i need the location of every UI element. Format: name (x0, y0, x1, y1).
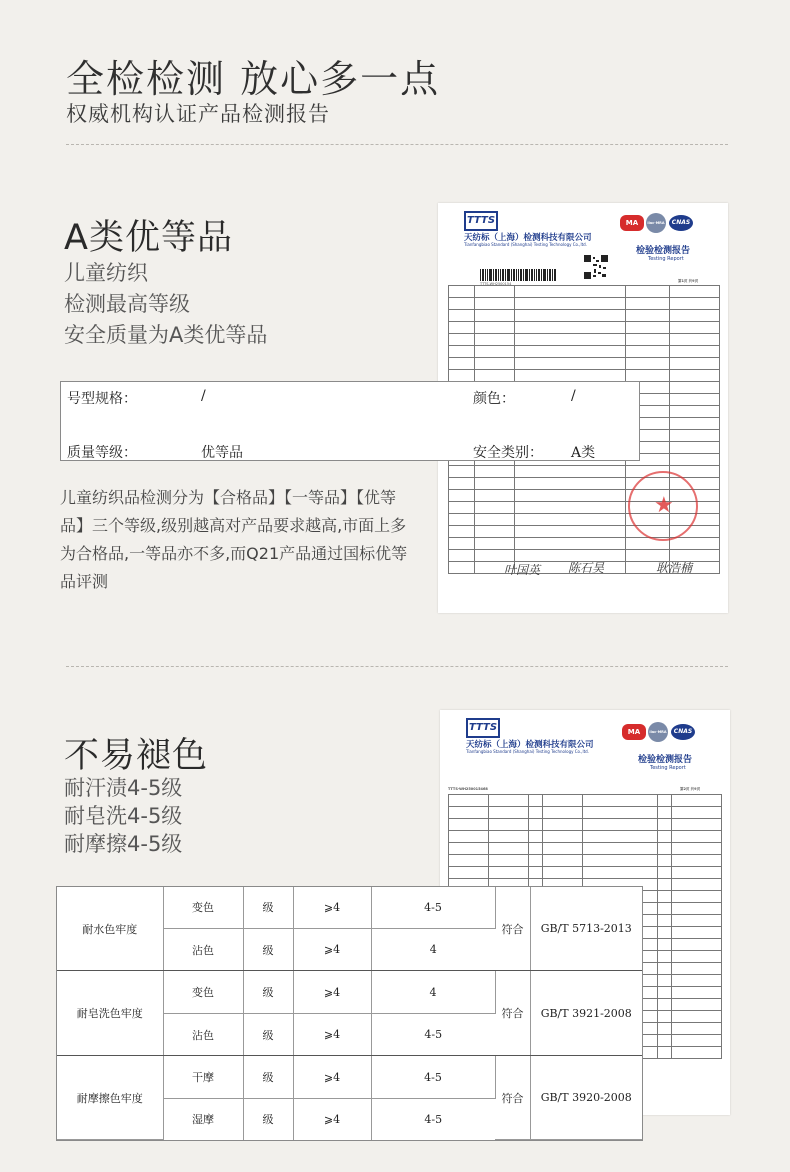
ma-badge: MA (620, 215, 644, 231)
result: 4-5 (371, 1013, 495, 1056)
sub-item: 沾色 (163, 928, 243, 971)
color-fastness-table (56, 886, 643, 1141)
requirement: ⩾4 (293, 887, 371, 928)
grade-description: 儿童纺织品检测分为【合格品】【一等品】【优等品】三个等级,级别越高对产品要求越高,市面上多为合格品,一等品亦不多,而Q21产品通过国标优等品评测 (60, 488, 408, 591)
report-title: 检验检测报告 (636, 246, 691, 256)
verdict: 符合 (495, 1056, 530, 1140)
unit: 级 (243, 887, 293, 928)
requirement: ⩾4 (293, 928, 371, 971)
grade-value: 优等品 (201, 445, 243, 461)
section-a-line: 安全质量为A类优等品 (64, 323, 268, 347)
standard: GB/T 3921-2008 (530, 971, 642, 1056)
safety-value: A类 (571, 445, 596, 461)
section-b-line: 耐摩擦4-5级 (64, 832, 183, 856)
requirement: ⩾4 (293, 971, 371, 1014)
requirement: ⩾4 (293, 1098, 371, 1139)
company-name: 天纺标（上海）检测科技有限公司 (464, 233, 592, 243)
ttts-logo: TTTS (466, 718, 500, 738)
ma-badge: MA (622, 724, 646, 740)
page-number: 第2页 共9页 (680, 787, 701, 791)
safety-label: 安全类别： (473, 445, 543, 461)
company-name: 天纺标（上海）检测科技有限公司 (466, 740, 594, 750)
signature: 耿浩楠 (656, 561, 693, 575)
hero-title: 全检检测 放心多一点 (66, 57, 441, 101)
official-stamp: ★ (628, 471, 698, 541)
ilac-badge: ilac-MRA (648, 722, 668, 742)
sub-item: 干摩 (163, 1056, 243, 1099)
cnas-badge: CNAS (669, 215, 693, 231)
result: 4-5 (424, 1112, 443, 1126)
ttts-logo: TTTS (464, 211, 498, 231)
section-a-title: A类优等品 (64, 218, 233, 258)
report-number: TTTS-WH2500154 (480, 282, 512, 286)
sub-item: 沾色 (163, 1013, 243, 1056)
section-b-line: 耐皂洗4-5级 (64, 804, 183, 828)
grade-label: 质量等级： (67, 445, 137, 461)
section-a-line: 检测最高等级 (64, 292, 190, 316)
section-a-line: 儿童纺织 (64, 261, 148, 285)
result: 4 (371, 928, 495, 971)
unit: 级 (243, 1013, 293, 1056)
result: 4 (371, 971, 495, 1014)
section-b-title: 不易褪色 (64, 736, 209, 776)
unit: 级 (243, 928, 293, 971)
verdict: 符合 (495, 887, 530, 971)
company-name-en: Tianfangbiao Standard (Shanghai) Testing Technology Co.,ltd. (464, 242, 587, 247)
result: 4-5 (371, 887, 495, 928)
report-title-en: Testing Report (648, 256, 684, 262)
report-title: 检验检测报告 (638, 755, 693, 765)
requirement: ⩾4 (293, 1013, 371, 1056)
verdict: 符合 (495, 971, 530, 1056)
signature: 陈石昊 (568, 561, 605, 575)
barcode-icon (480, 269, 560, 281)
qr-code-icon (584, 255, 608, 279)
hero-subtitle: 权威机构认证产品检测报告 (66, 102, 330, 126)
sub-item: 变色 (163, 971, 243, 1014)
standard: GB/T 5713-2013 (530, 887, 642, 971)
company-name-en: Tianfangbiao Standard (Shanghai) Testing Technology Co.,ltd. (466, 749, 589, 754)
requirement: ⩾4 (293, 1056, 371, 1099)
sub-item: 湿摩 (163, 1098, 243, 1139)
grade-info-card (60, 381, 640, 461)
result: 4-5 (371, 1056, 495, 1099)
unit: 级 (243, 971, 293, 1014)
standard: GB/T 3920-2008 (530, 1056, 642, 1140)
report-number: TTTS-WH250015468 (448, 787, 488, 791)
section-b-line: 耐汗渍4-5级 (64, 776, 183, 800)
unit: 级 (243, 1098, 293, 1139)
signature: 叶国英 (504, 563, 541, 577)
test-item: 耐皂洗色牢度 (57, 971, 163, 1056)
test-item: 耐水色牢度 (57, 887, 163, 971)
page-number: 第1页 共9页 (678, 279, 699, 283)
color-value: / (571, 388, 576, 404)
spec-value: / (201, 388, 206, 404)
cnas-badge: CNAS (671, 724, 695, 740)
unit: 级 (243, 1056, 293, 1099)
divider (66, 144, 728, 145)
divider (66, 666, 728, 667)
spec-label: 号型规格： (67, 391, 137, 407)
ilac-badge: ilac-MRA (646, 213, 666, 233)
color-label: 颜色： (473, 391, 515, 407)
test-item: 耐摩擦色牢度 (57, 1056, 163, 1140)
sub-item: 变色 (163, 887, 243, 928)
report-title-en: Testing Report (650, 765, 686, 771)
